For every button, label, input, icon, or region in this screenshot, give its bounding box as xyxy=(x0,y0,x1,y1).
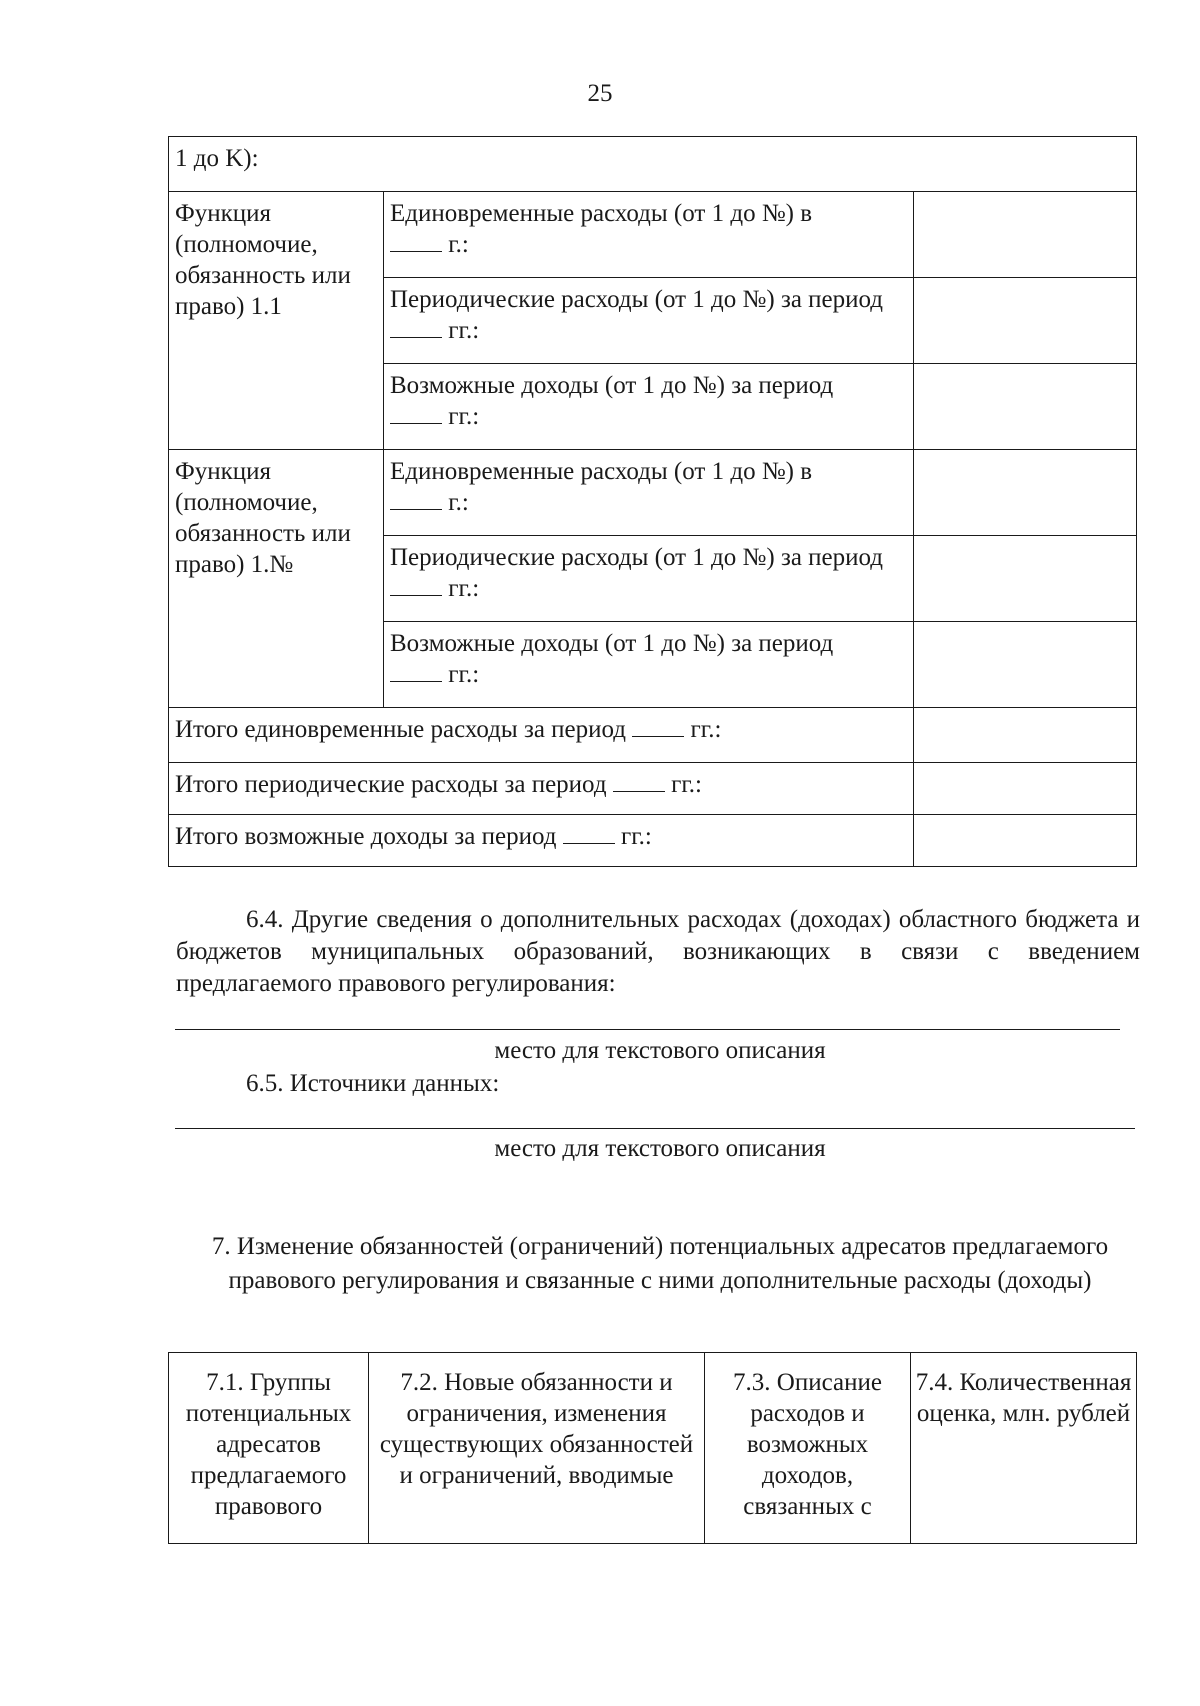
table-cell: Периодические расходы (от 1 до №) за период гг.: xyxy=(384,278,914,364)
value-cell xyxy=(914,708,1137,763)
fill-blank xyxy=(390,231,442,252)
table-row xyxy=(169,137,1137,192)
table-cell: Единовременные расходы (от 1 до №) в г.: xyxy=(384,192,914,278)
table-row xyxy=(169,815,1137,867)
table-header-cell: 7.4. Количественная оценка, млн. рублей xyxy=(911,1353,1137,1544)
table-header-cell: 7.1. Группы потенциальных адресатов предлагаемого правового xyxy=(169,1353,369,1544)
table-row xyxy=(169,450,1137,536)
table-row xyxy=(169,192,1137,278)
addressee-obligations-table xyxy=(168,1352,1137,1544)
function-label-cell: Функция (полномочие, обязанность или право) 1.№ xyxy=(169,450,384,708)
section-6-4-text: 6.4. Другие сведения о дополнительных расходах (доходах) областного бюджета и бюджетов муниципальных образований, возникающих в связи с введением предлагаемого правового регулирования: xyxy=(176,906,1140,997)
total-label-cell: Итого периодические расходы за период гг.: xyxy=(169,763,914,815)
total-label-cell: Итого единовременные расходы за период гг.: xyxy=(169,708,914,763)
fill-blank xyxy=(390,661,442,682)
value-cell xyxy=(914,450,1137,536)
table-cell: Периодические расходы (от 1 до №) за период гг.: xyxy=(384,536,914,622)
fill-blank xyxy=(390,317,442,338)
total-label-cell: Итого возможные доходы за период гг.: xyxy=(169,815,914,867)
placeholder-caption: место для текстового описания xyxy=(494,1037,826,1064)
value-cell xyxy=(914,763,1137,815)
fill-blank xyxy=(390,489,442,510)
value-cell xyxy=(914,622,1137,708)
table-cell: Возможные доходы (от 1 до №) за период гг.: xyxy=(384,622,914,708)
value-cell xyxy=(914,536,1137,622)
table-row xyxy=(169,708,1137,763)
fill-blank xyxy=(390,575,442,596)
fill-blank xyxy=(390,403,442,424)
value-cell xyxy=(914,364,1137,450)
table-cell: Возможные доходы (от 1 до №) за период гг.: xyxy=(384,364,914,450)
table-cell: 1 до K): xyxy=(169,137,1137,192)
value-cell xyxy=(914,815,1137,867)
placeholder-caption: место для текстового описания xyxy=(494,1135,826,1162)
text-entry-line xyxy=(175,1029,1120,1030)
text-entry-line xyxy=(175,1128,1135,1129)
section-6-5-text: 6.5. Источники данных: xyxy=(246,1070,500,1097)
table-header-cell: 7.2. Новые обязанности и ограничения, изменения существующих обязанностей и ограничений, вводимые xyxy=(369,1353,705,1544)
table-row xyxy=(169,1353,1137,1544)
table-cell: Единовременные расходы (от 1 до №) в г.: xyxy=(384,450,914,536)
table-row xyxy=(169,763,1137,815)
table-header-cell: 7.3. Описание расходов и возможных доходов, связанных с xyxy=(705,1353,911,1544)
function-label-cell: Функция (полномочие, обязанность или право) 1.1 xyxy=(169,192,384,450)
fiscal-impact-table xyxy=(168,136,1137,867)
fill-blank xyxy=(563,823,615,844)
page-number: 25 xyxy=(587,80,613,107)
fill-blank xyxy=(613,771,665,792)
value-cell xyxy=(914,192,1137,278)
fill-blank xyxy=(632,716,684,737)
value-cell xyxy=(914,278,1137,364)
section-7-heading: 7. Изменение обязанностей (ограничений) потенциальных адресатов предлагаемого правового регулирования и связанные с ними дополнительные расходы (доходы) xyxy=(211,1233,1109,1294)
